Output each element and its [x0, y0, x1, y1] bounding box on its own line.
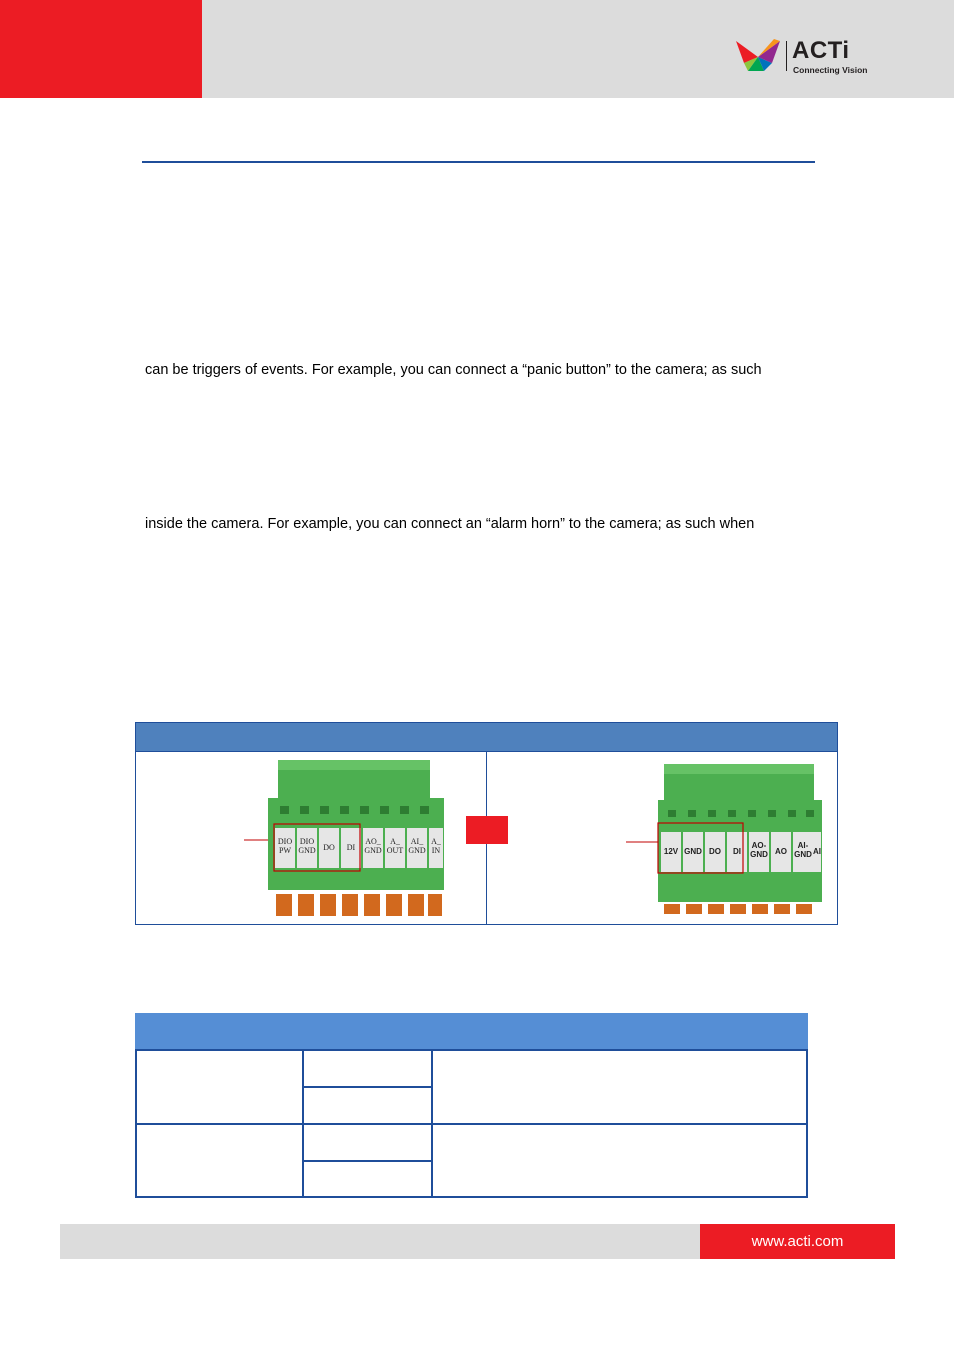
connector-table-header — [136, 723, 837, 752]
connector-left-pin-1: DIO PW — [277, 837, 293, 855]
paragraph-digital-output: inside the camera. For example, you can connect an “alarm horn” to the camera; as such when — [145, 516, 755, 532]
connector-right-pin-5: AO-GND — [750, 841, 768, 859]
connector-left-pin-7: AI_ GND — [408, 837, 426, 855]
connector-left-pin-5: AO_ GND — [364, 837, 382, 855]
connector-right-pin-1: 12V — [663, 847, 679, 856]
arrow-indicator — [466, 816, 508, 844]
connector-right-pin-8: AI — [813, 847, 821, 856]
logo-tagline: Connecting Vision — [793, 65, 868, 75]
connector-image-right — [626, 760, 830, 916]
section-title-rule — [142, 161, 815, 163]
connector-image-left — [244, 758, 456, 918]
acti-logo-icon — [734, 37, 782, 77]
connector-right-pin-4: DI — [733, 847, 741, 856]
logo-wordmark: ACTi — [792, 37, 850, 64]
connector-right-pin-6: AO — [775, 847, 787, 856]
connector-right-pin-3: DO — [709, 847, 721, 856]
connector-left-pin-8: A_ IN — [431, 837, 441, 855]
paragraph-digital-input: can be triggers of events. For example, you can connect a “panic button” to the camera; as such — [145, 362, 762, 378]
connector-left-pin-6: A_ OUT — [386, 837, 404, 855]
logo-separator — [786, 41, 787, 71]
connector-right-pin-2: GND — [684, 847, 702, 856]
pin-table-header — [135, 1013, 808, 1050]
connector-left-pin-3: DO — [323, 843, 335, 852]
connector-right-pin-7: AI-GND — [794, 841, 812, 859]
header-red-block — [0, 0, 202, 98]
footer-website-link[interactable]: www.acti.com — [751, 1233, 844, 1250]
connector-left-pin-4: DI — [346, 843, 356, 852]
acti-logo — [734, 37, 874, 77]
connector-left-pin-2: DIO GND — [298, 837, 316, 855]
pin-definition-table — [135, 1013, 808, 1198]
